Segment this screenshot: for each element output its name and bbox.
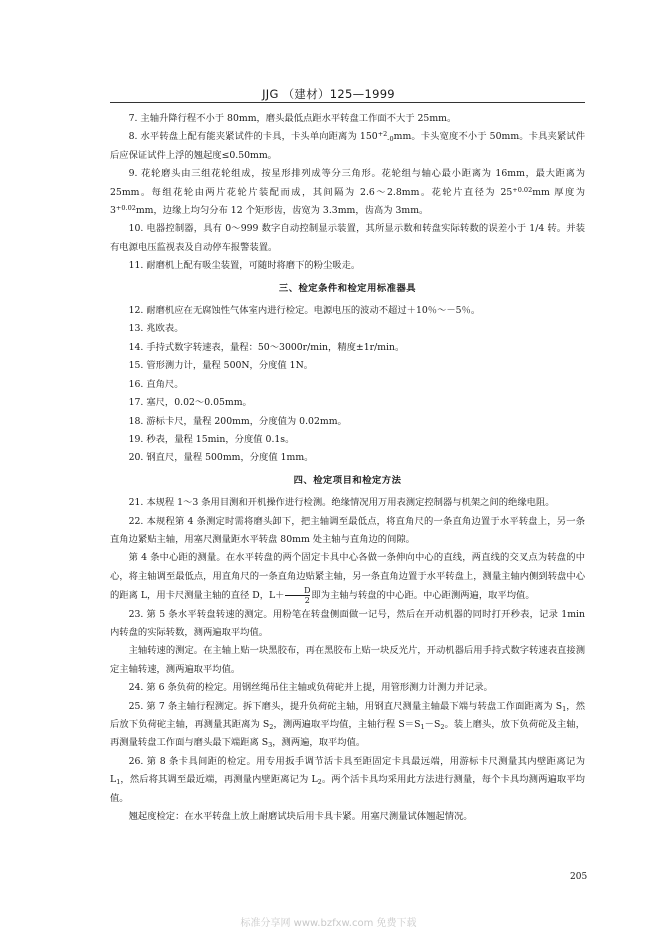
section-title-conditions: 三、检定条件和检定用标准器具 — [278, 282, 417, 294]
item-26: 26. 第 8 条卡具间距的检定。用专用扳手调节活卡具至距固定卡具最远端，用游标卡尺测量其内壁距离记为 $L_1$，然后将其调至最近端，再测量内壁距离记为 $L_2$。两个活卡具均采用此方法进行测量，每个卡具均测两遍取平均值。 — [110, 755, 585, 804]
item-21: 21. 本规程 1～3 条用目测和开机操作进行检测。绝缘情况用万用表测定控制器与机架之间的绝缘电阻。 — [128, 497, 555, 509]
center-distance-paragraph: 第 4 条中心距的测量。在水平转盘的两个固定卡具中心各做一条伸向中心的直线，两直线的交叉点为转盘的中心，将主轴调至最低点，用直角尺的一条直角边贴紧主轴，另一条直角边置于水平转盘上，测量主轴内侧到转盘中心的距离 L，用卡尺测量主轴的直径 D，L＋ $\frac{D}{2}$ 即为主轴与转盘的中心距。中心距测两遍，取平均值。 — [110, 552, 585, 606]
item-17: 17. 塞尺，0.02～0.05mm。 — [128, 397, 252, 409]
item-16: 16. 直角尺。 — [128, 378, 184, 390]
item-19: 19. 秒表，量程 15min，分度值 0.1s。 — [128, 433, 295, 445]
page-number: 205 — [570, 872, 588, 882]
item-12: 12. 耐磨机应在无腐蚀性气体室内进行检定。电源电压的波动不超过＋10％～－5％。 — [128, 305, 481, 317]
footer-watermark: 标准分享网 www.bzfxw.com 免费下载 — [240, 918, 417, 929]
item-9: 9. 花轮磨头由三组花轮组成，按星形排列成等分三角形。花轮组与轴心最小距离为 16mm，最大距离为 25mm。每组花轮由两片花轮片装配而成，其间隔为 2.6～2.8mm。花轮片直径为 $25^{+0.02}mm$ 厚度为 $3^{+0.02}mm$，边缘上均匀分布 12 个矩形齿，齿宽为 3.3mm，齿高为 3mm。 — [110, 168, 586, 217]
item-8: 8. 水平转盘上配有能夹紧试件的卡具，卡头单向距离为 $150^{+2}_{-0}mm$。卡头宽度不小于 50mm。卡具夹紧试件后应保证试件上浮的翘起度≤0.50mm。 — [110, 130, 585, 161]
item-7: 7. 主轴升降行程不小于 80mm，磨头最低点距水平转盘工作面不大于 25mm。 — [128, 113, 457, 124]
item-18: 18. 游标卡尺，量程 200mm，分度值为 0.02mm。 — [128, 415, 347, 427]
item-10: 10. 电器控制器，具有 0～999 数字自动控制显示装置，其所显示数和转盘实际转数的误差小于 1/4 转。并装有电源电压监视表及自动停车报警装置。 — [110, 223, 585, 253]
item-13: 13. 兆欧表。 — [128, 323, 184, 335]
item-20: 20. 钢直尺，量程 500mm，分度值 1mm。 — [128, 452, 314, 464]
item-24: 24. 第 6 条负荷的检定。用钢丝绳吊住主轴或负荷砣并上提，用管形测力计测力并记录。 — [128, 682, 493, 694]
section-title-methods: 四、检定项目和检定方法 — [293, 474, 402, 486]
item-23: 23. 第 5 条水平转盘转速的测定。用粉笔在转盘侧面做一记号，然后在开动机器的同时打开秒表，记录 1min 内转盘的实际转数，测两遍取平均值。 — [110, 608, 585, 638]
item-25: 25. 第 7 条主轴行程测定。拆下磨头，提升负荷砣主轴，用钢直尺测量主轴最下端与转盘工作面距离为 $S_1$，然后放下负荷砣主轴，再测量其距离为 $S_2$，测两遍取平均值，主轴行程 $S=S_1-S_2$。装上磨头，放下负荷砣及主轴，再测量转盘工作面与磨头最下端距离 $S_3$，测两遍，取平均值。 — [110, 700, 585, 750]
item-14: 14. 手持式数字转速表，量程：50～3000r/min，精度±1r/min。 — [128, 341, 405, 353]
item-11: 11. 耐磨机上配有吸尘装置，可随时将磨下的粉尘吸走。 — [128, 260, 361, 272]
document-body — [110, 110, 585, 826]
warp-paragraph: 翘起度检定：在水平转盘上放上耐磨试块后用卡具卡紧。用塞尺测量试体翘起情况。 — [128, 811, 473, 823]
item-15: 15. 管形测力计，量程 500N，分度值 1N。 — [128, 360, 314, 372]
standard-header: JJG （建材）125—1999 — [262, 87, 395, 101]
spindle-speed-paragraph: 主轴转速的测定。在主轴上贴一块黑胶布，再在黑胶布上贴一块反光片，开动机器后用手持式数字转速表直接测定主轴转速，测两遍取平均值。 — [110, 645, 585, 675]
item-22: 22. 本规程第 4 条测定时需将磨头卸下，把主轴调至最低点，将直角尺的一条直角边置于水平转盘上，另一条直角边紧贴主轴，用塞尺测量距水平转盘 80mm 处主轴与直角边的间隙。 — [110, 515, 585, 545]
header-rule — [110, 102, 585, 103]
fraction-d-over-2: $\frac{D}{2}$ — [285, 586, 310, 605]
